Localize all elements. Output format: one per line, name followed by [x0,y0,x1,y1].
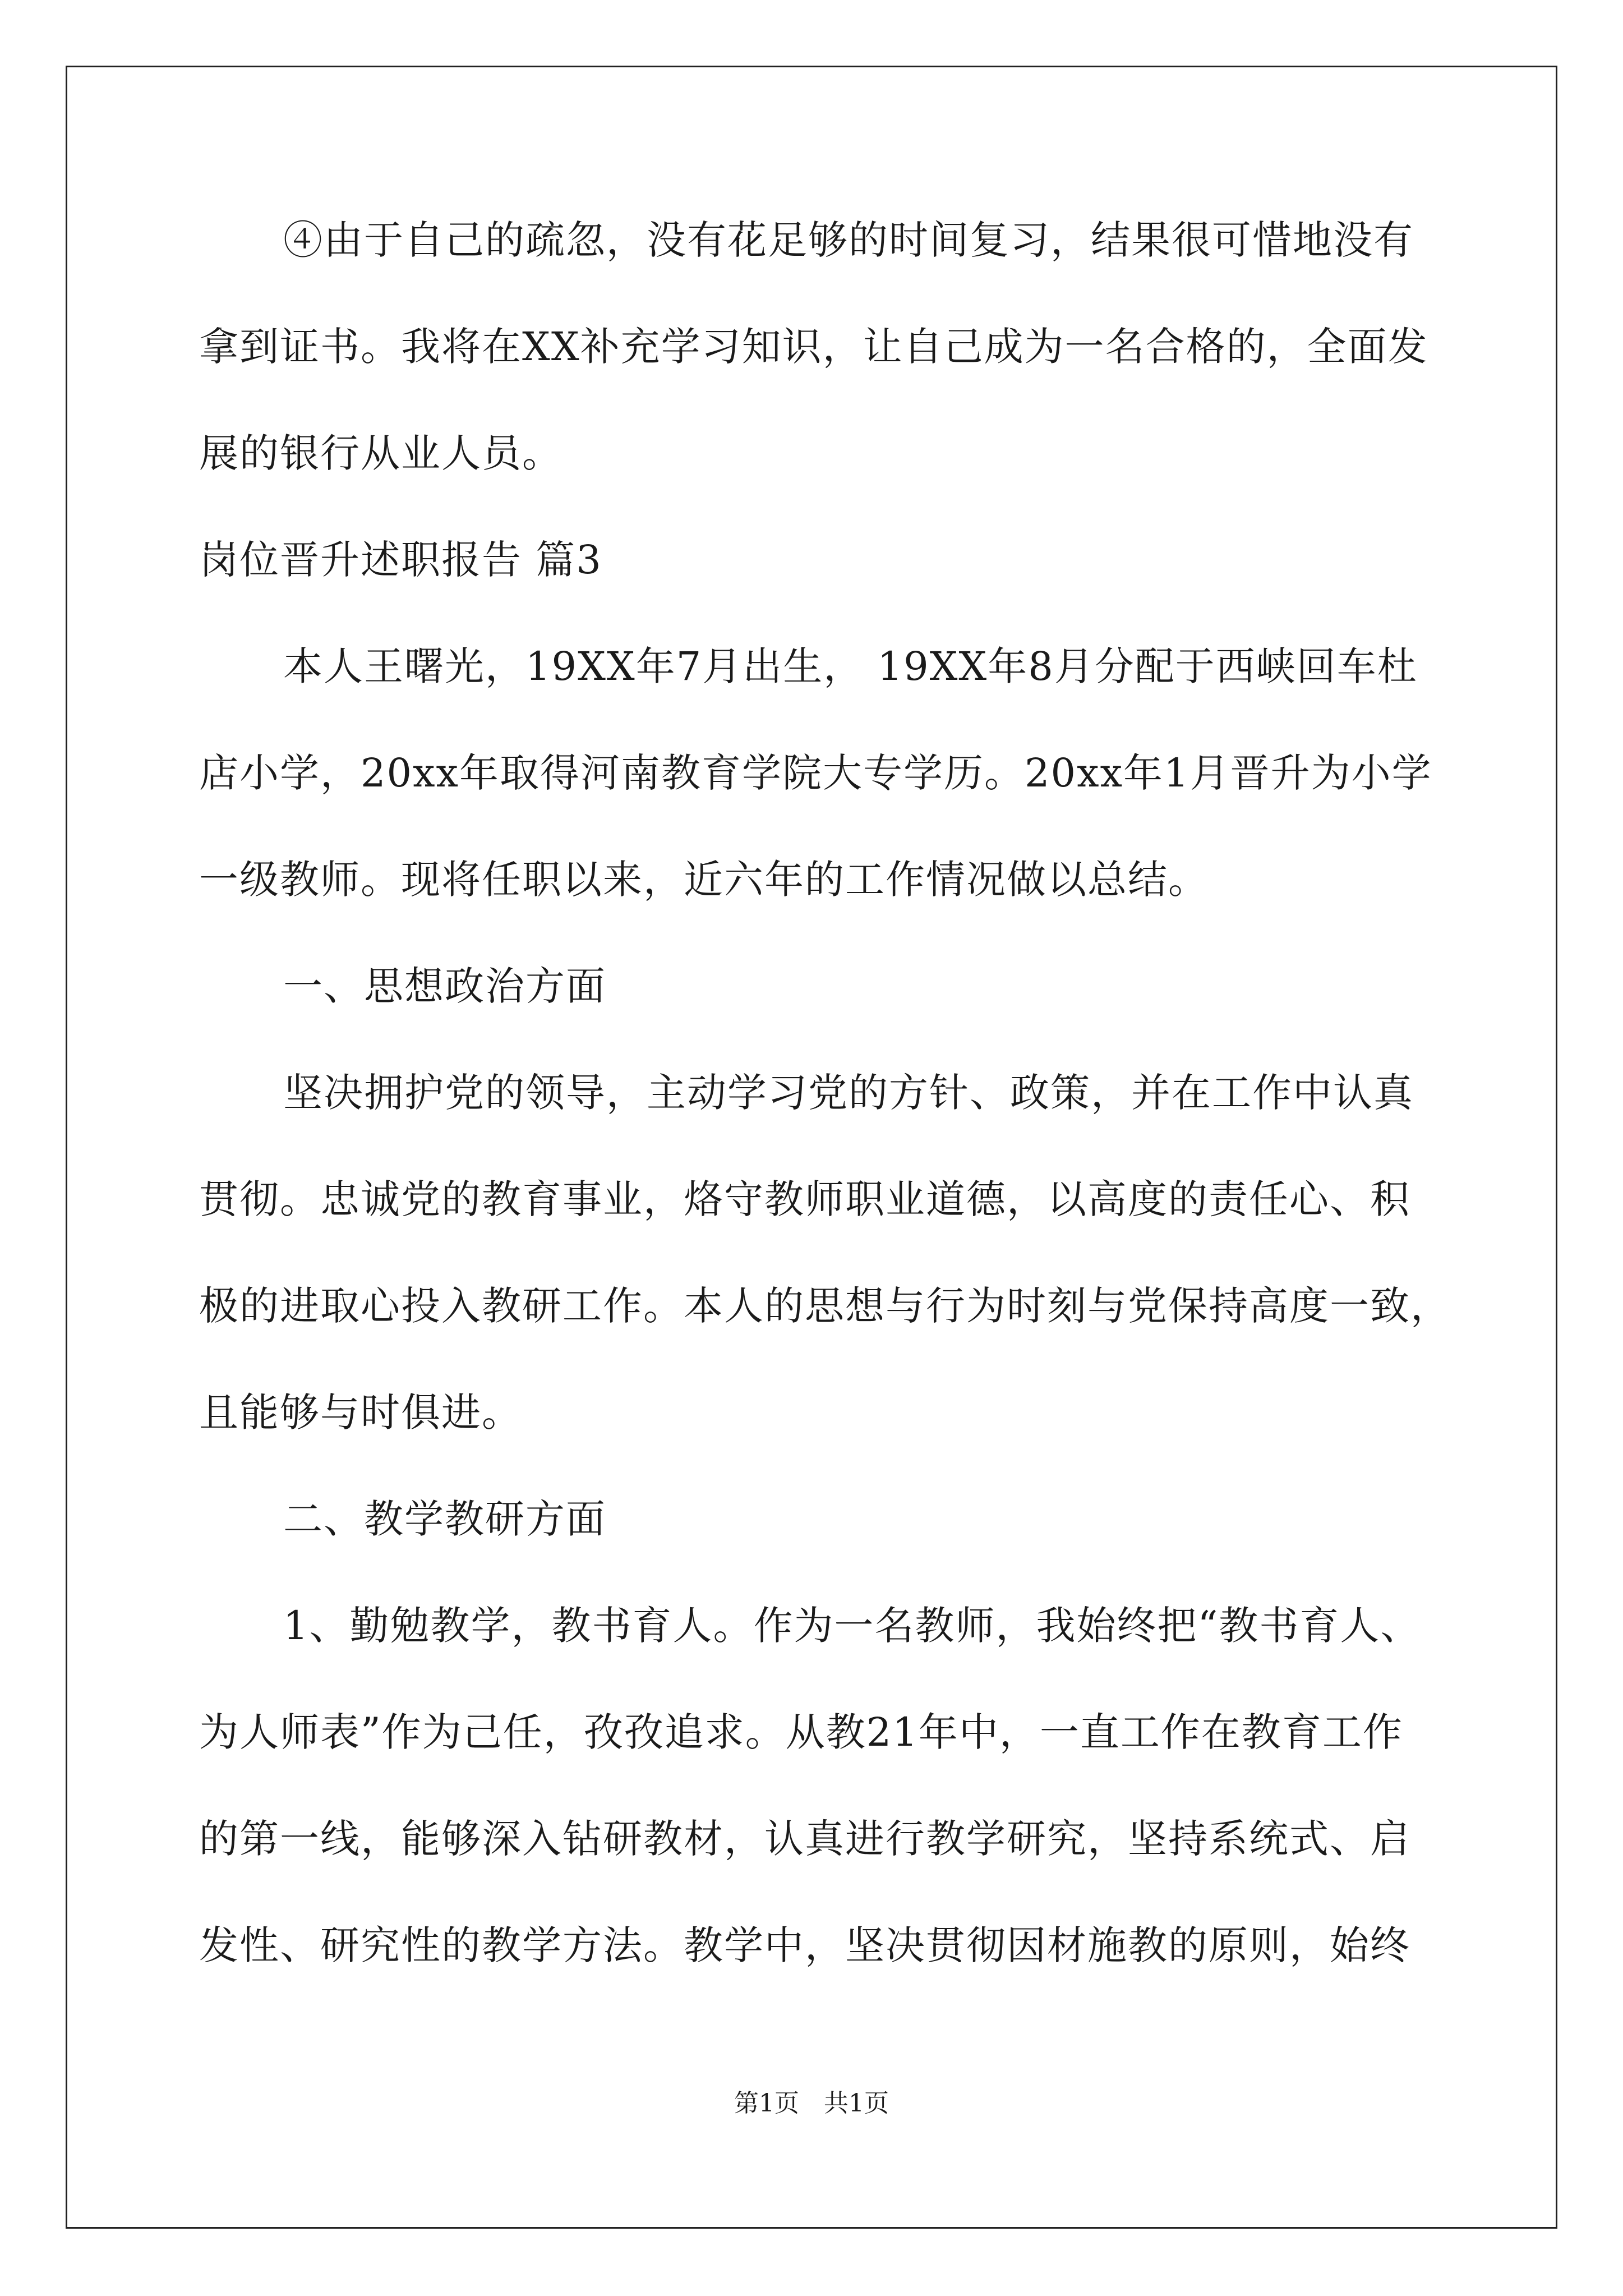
subheading: 一、思想政治方面 [283,963,606,1009]
paragraph-line: ④由于自己的疏忽，没有花足够的时间复习，结果很可惜地没有 [283,217,1414,263]
paragraph-line: 贯彻。忠诚党的教育事业，烙守教师职业道德，以高度的责任心、积 [199,1176,1410,1222]
paragraph-line: 为人师表”作为己任，孜孜追求。从教21年中，一直工作在教育工作 [199,1709,1403,1755]
paragraph-line: 本人王曙光，19XX年7月出生， 19XX年8月分配于西峡回车杜 [283,643,1418,689]
paragraph-line: 的第一线，能够深入钻研教材，认真进行教学研究，坚持系统式、启 [199,1816,1410,1862]
subheading: 二、教学教研方面 [283,1496,606,1542]
paragraph-line: 且能够与时俱进。 [199,1389,522,1435]
paragraph-line: 拿到证书。我将在XX补充学习知识，让自己成为一名合格的，全面发 [199,324,1428,370]
paragraph-line: 极的进取心投入教研工作。本人的思想与行为时刻与党保持高度一致， [199,1283,1451,1329]
paragraph-line: 发性、研究性的教学方法。教学中，坚决贯彻因材施教的原则，始终 [199,1922,1410,1968]
paragraph-line: 店小学，20xx年取得河南教育学院大专学历。20xx年1月晋升为小学 [199,750,1432,796]
paragraph-line: 坚决拥护党的领导，主动学习党的方针、政策，并在工作中认真 [283,1070,1414,1116]
paragraph-line: 1、勤勉教学，教书育人。作为一名教师，我始终把“教书育人、 [283,1603,1421,1649]
section-heading: 岗位晋升述职报告 篇3 [199,537,602,583]
page-footer: 第1页 共1页 [734,2089,889,2118]
page-border [66,66,1557,2229]
paragraph-line: 一级教师。现将任职以来，近六年的工作情况做以总结。 [199,857,1209,903]
paragraph-line: 展的银行从业人员。 [199,430,562,476]
